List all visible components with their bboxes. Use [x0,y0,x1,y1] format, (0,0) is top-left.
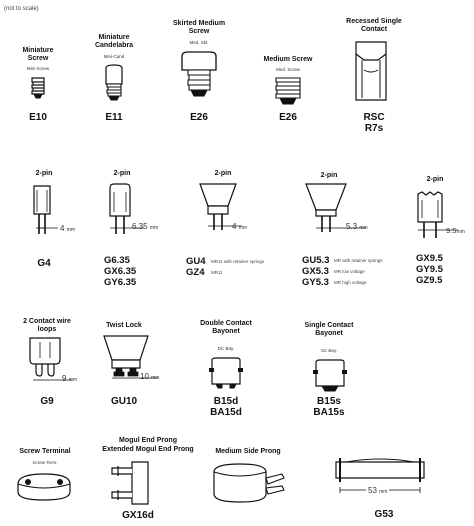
side-prong-title: Medium Side Prong [215,448,281,455]
e26s-title: Skirted Medium Screw [172,20,226,35]
gu53-dim-value: 5.3 [346,222,358,231]
b15d-code-1: B15d [213,396,239,407]
gx16d-title-2: Extended Mogul End Prong [102,446,194,453]
not-to-scale-note: (not to scale) [4,6,39,12]
gu4-dim-value: 4 [232,222,237,231]
rsc-bulb-drawing [352,40,396,110]
b15s-subtitle: SC Bay. [320,348,338,353]
gu4-dimension [232,222,247,231]
gx95-dim-value: 9.5 [446,226,457,235]
b15d-subtitle: DC Bay. [217,346,235,351]
e26-code: E26 [279,112,297,123]
gu53-title: 2-pin [320,172,338,179]
rsc-code-1: RSC [363,112,385,123]
e26-subtitle: Med. Screw [276,67,300,72]
e11-bulb-drawing [100,64,130,110]
g635-code-2: GX6.35 [104,266,137,277]
screw-terminal-subtitle: Screw Term. [32,460,58,465]
g9-dim-value: 9 [62,374,67,383]
gu53-note-3: MR high voltage [334,280,367,285]
e11-code: E11 [105,112,123,123]
g53-dim-unit: mm [379,489,388,495]
gu53-note-2: MR low voltage [334,269,365,274]
g4-title: 2-pin [35,170,53,177]
gu10-code: GU10 [110,396,138,407]
e10-bulb-drawing [28,76,50,106]
gu4-code-1: GU4 [186,256,206,267]
gu53-dim-unit: mm [359,225,368,231]
gx95-dimension [446,226,465,235]
gu4-bulb-drawing [198,180,262,244]
gx95-code-2: GY9.5 [416,264,443,275]
b15d-title: Double Contact Bayonet [200,320,252,335]
gu53-code-2: GX5.3 [302,266,329,277]
g53-dimension [366,486,389,495]
g4-dimension [60,224,75,233]
g635-bulb-drawing [104,182,164,246]
gu53-code-1: GU5.3 [302,255,330,266]
g635-code-1: G6.35 [104,255,130,266]
b15d-bulb-drawing [208,356,248,396]
g4-bulb-drawing [28,182,84,246]
screw-terminal-title: Screw Terminal [19,448,71,455]
e10-subtitle: Mini-Screw [26,66,50,71]
g9-dim-unit: mm [68,377,78,383]
e26-title: Medium Screw [263,56,313,63]
gx16d-drawing [108,458,158,508]
b15s-code-1: B15s [317,396,341,407]
rsc-title: Recessed Single Contact [346,18,402,33]
gx95-code-3: GZ9.5 [416,275,443,286]
g53-dim-value: 53 [368,486,377,495]
gu4-note-1: MR11 with retainer springs [211,259,265,264]
gu53-dimension [346,222,368,231]
b15d-code-2: BA15d [210,407,242,418]
gu53-note-1: MR with retainer springs [334,258,383,263]
gu10-dim-unit: mm [151,375,160,381]
gu4-title: 2-pin [214,170,232,177]
gu53-code-3: GY5.3 [302,277,329,288]
g635-title: 2-pin [113,170,131,177]
gx95-bulb-drawing [414,190,474,246]
gx95-code-1: GX9.5 [416,253,443,264]
b15s-bulb-drawing [312,358,352,398]
gu53-bulb-drawing [304,182,384,246]
e10-title: Miniature Screw [22,47,54,62]
rsc-code-2: R7s [364,123,384,134]
gx16d-code: GX16d [122,510,154,521]
e26s-bulb-drawing [178,50,222,110]
gu4-note-2: MR11 [211,270,223,275]
g9-bulb-drawing [28,336,88,392]
gu10-dimension [140,372,159,381]
e26-bulb-drawing [270,76,308,112]
b15s-code-2: BA15s [313,407,345,418]
g9-code: G9 [40,396,54,407]
e10-code: E10 [29,112,47,123]
g9-title: 2 Contact wire loops [23,318,71,333]
gu10-title: Twist Lock [106,322,142,329]
gu10-bulb-drawing [102,334,172,386]
gu10-dim-value: 10 [140,372,149,381]
gx95-title: 2-pin [426,176,444,183]
g4-dim-value: 4 [60,224,65,233]
g635-dim-unit: mm [149,225,159,231]
g4-code: G4 [37,258,51,269]
gx16d-title-1: Mogul End Prong [119,437,177,444]
e11-subtitle: Mini-Cand [103,54,125,59]
g635-dim-value: 6.35 [132,222,148,231]
gx95-dim-unit: mm [456,229,465,235]
gu4-dim-unit: mm [238,225,248,231]
g635-code-3: GY6.35 [104,277,137,288]
g53-code: G53 [374,509,394,520]
gu4-code-2: GZ4 [186,267,205,278]
g4-dim-unit: mm [66,227,76,233]
e26s-code: E26 [190,112,208,123]
g635-dimension [132,222,158,231]
e11-title: Miniature Candelabra [94,34,134,49]
b15s-title: Single Contact Bayonet [304,322,354,337]
screw-terminal-drawing [14,470,78,504]
g9-dimension [62,374,77,383]
side-prong-drawing [210,460,290,508]
e26s-subtitle: Med. Skt. [189,40,209,45]
